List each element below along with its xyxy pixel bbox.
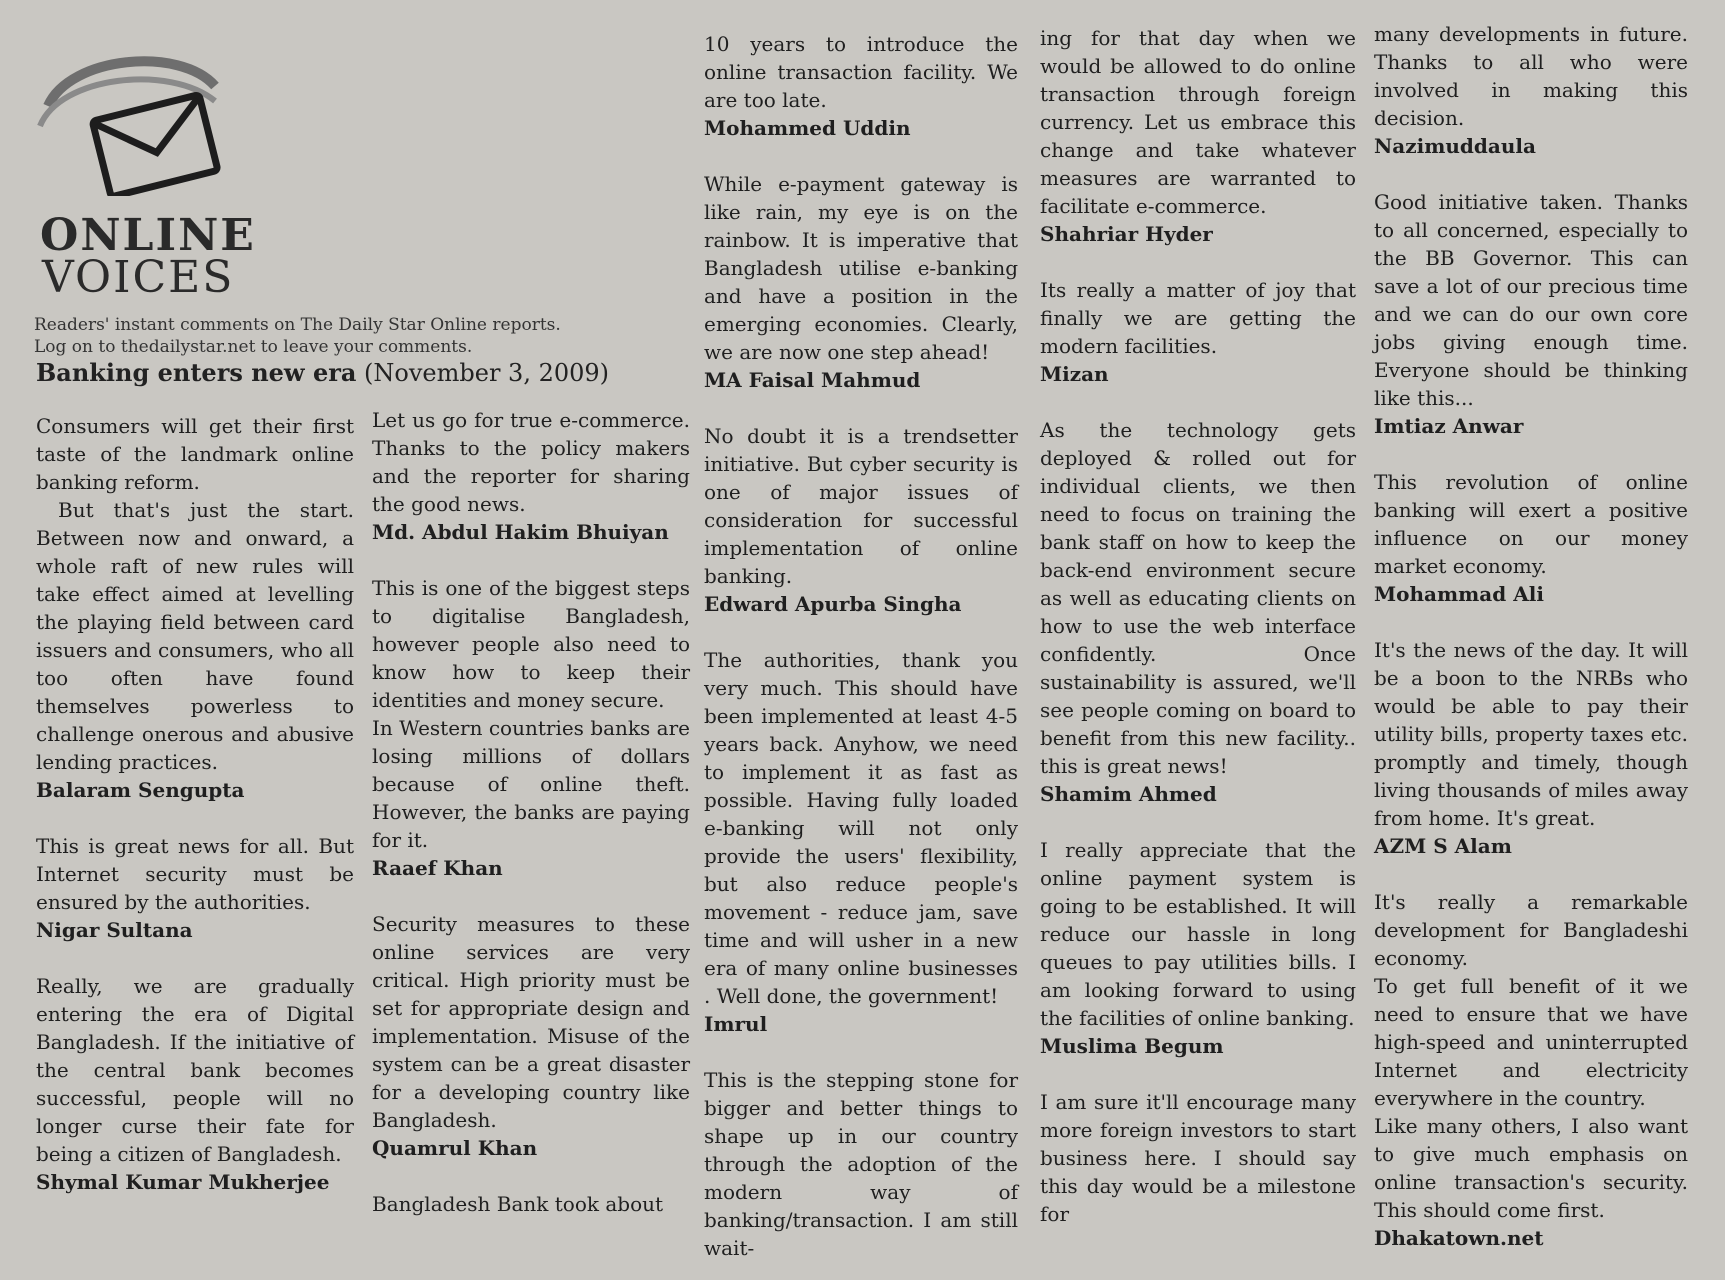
- column-1: [36, 412, 354, 1224]
- comment-author: Nazimuddaula: [1374, 134, 1536, 158]
- comment-text: In Western countries banks are losing millions of dollars because of online theft. However, the banks are paying for it.: [372, 716, 690, 852]
- comment-text: To get full benefit of it we need to ensure that we have high-speed and uninterrupted Internet and electricity everywhere in the country.: [1374, 974, 1688, 1110]
- comment-text: No doubt it is a trendsetter initiative. But cyber security is one of major issues of consideration for successful implementation of online banking.: [704, 424, 1018, 588]
- comment-text: Its really a matter of joy that finally we are getting the modern facilities.: [1040, 278, 1356, 358]
- comment-author: Quamrul Khan: [372, 1136, 538, 1160]
- comment-author: Raaef Khan: [372, 856, 503, 880]
- article-headline: [36, 358, 609, 387]
- intro-line: Readers' instant comments on The Daily Star Online reports.: [34, 315, 561, 335]
- comment-text: This is one of the biggest steps to digitalise Bangladesh, however people also need to know how to keep their identities and money secure.: [372, 576, 690, 712]
- comment-text: It's the news of the day. It will be a boon to the NRBs who would be able to pay their utility bills, property taxes etc. promptly and timely, though living thousands of miles away from home. It's great.: [1374, 638, 1688, 830]
- article-date: (November 3, 2009): [364, 359, 610, 387]
- brand-title-line1: ONLINE: [40, 210, 256, 261]
- comment-text: I am sure it'll encourage many more foreign investors to start business here. I should say this day would be a milestone for: [1040, 1090, 1356, 1226]
- comment-text: This is great news for all. But Internet security must be ensured by the authorities.: [36, 834, 354, 914]
- comment-author: Imtiaz Anwar: [1374, 414, 1524, 438]
- comment-text: The authorities, thank you very much. This should have been implemented at least 4-5 years back. Anyhow, we need to implement it as fast as possible. Having fully loaded e-banking will not only provide the users' flexibility, but also reduce people's movement - reduce jam, save time and will usher in a new era of many online businesses . Well done, the government!: [704, 648, 1018, 1008]
- column-5: [1374, 20, 1688, 1280]
- comment-text: It's really a remarkable development for Bangladeshi economy.: [1374, 890, 1688, 970]
- comment-author: Mohammad Ali: [1374, 582, 1544, 606]
- comment-author: Nigar Sultana: [36, 918, 193, 942]
- comment-text: Bangladesh Bank took about: [372, 1192, 664, 1216]
- comment-text: ing for that day when we would be allowed to do online transaction through foreign currency. Let us embrace this change and take whatever measures are warranted to facilitate e-commerce.: [1040, 26, 1356, 218]
- comment-author: Mizan: [1040, 362, 1109, 386]
- envelope-logo-icon: [30, 46, 230, 196]
- column-4: [1040, 24, 1356, 1228]
- comment-text: Really, we are gradually entering the era of Digital Bangladesh. If the initiative of the central bank becomes successful, people will no longer curse their fate for being a citizen of Bangladesh.: [36, 974, 354, 1166]
- comment-text: This is the stepping stone for bigger and better things to shape up in our country through the adoption of the modern way of banking/transaction. I am still wait-: [704, 1068, 1018, 1260]
- column-3: [704, 30, 1018, 1262]
- comment-text: While e-payment gateway is like rain, my eye is on the rainbow. It is imperative that Bangladesh utilise e-banking and have a position in the emerging economies. Clearly, we are now one step ahead!: [704, 172, 1018, 364]
- comment-text: Let us go for true e-commerce. Thanks to the policy makers and the reporter for sharing the good news.: [372, 408, 690, 516]
- comment-author: Muslima Begum: [1040, 1034, 1224, 1058]
- comment-author: Dhakatown.net: [1374, 1226, 1544, 1250]
- comment-text: This revolution of online banking will exert a positive influence on our money market economy.: [1374, 470, 1688, 578]
- comment-author: Mohammed Uddin: [704, 116, 911, 140]
- comment-text: Consumers will get their first taste of the landmark online banking reform.: [36, 414, 354, 494]
- comment-text: many developments in future. Thanks to all who were involved in making this decision.: [1374, 22, 1688, 130]
- comment-text: As the technology gets deployed & rolled out for individual clients, we then need to focus on training the bank staff on how to keep the back-end environment secure as well as educating clients on how to use the web interface confidently. Once sustainability is assured, we'll see people coming on board to benefit from this new facility.. this is great news!: [1040, 418, 1356, 778]
- comment-text: I really appreciate that the online payment system is going to be established. It will reduce our hassle in long queues to pay utilities bills. I am looking forward to using the facilities of online banking.: [1040, 838, 1356, 1030]
- comment-text: 10 years to introduce the online transaction facility. We are too late.: [704, 32, 1018, 112]
- comment-author: Imrul: [704, 1012, 768, 1036]
- brand-title-line2: VOICES: [42, 252, 235, 303]
- comment-text: Good initiative taken. Thanks to all concerned, especially to the BB Governor. This can save a lot of our precious time and we can do our own core jobs giving enough time. Everyone should be thinking like this...: [1374, 190, 1688, 410]
- comment-author: MA Faisal Mahmud: [704, 368, 921, 392]
- masthead: [30, 38, 680, 357]
- intro-line: Log on to thedailystar.net to leave your comments.: [34, 337, 473, 357]
- comment-author: Shahriar Hyder: [1040, 222, 1213, 246]
- comment-author: Shamim Ahmed: [1040, 782, 1217, 806]
- comment-author: Md. Abdul Hakim Bhuiyan: [372, 520, 669, 544]
- comment-author: AZM S Alam: [1374, 834, 1512, 858]
- comment-text: Security measures to these online services are very critical. High priority must be set for appropriate design and implementation. Misuse of the system can be a great disaster for a developing country like Bangladesh.: [372, 912, 690, 1132]
- comment-author: Edward Apurba Singha: [704, 592, 962, 616]
- intro-text: [34, 314, 561, 358]
- comment-text: But that's just the start. Between now and onward, a whole raft of new rules will take effect aimed at levelling the playing field between card issuers and consumers, who all too often have found themselves powerless to challenge onerous and abusive lending practices.: [36, 498, 354, 774]
- comment-author: Balaram Sengupta: [36, 778, 245, 802]
- comment-text: Like many others, I also want to give much emphasis on online transaction's security. This should come first.: [1374, 1114, 1688, 1222]
- article-title: Banking enters new era: [36, 358, 357, 387]
- column-2: [372, 406, 690, 1218]
- comment-author: Shymal Kumar Mukherjee: [36, 1170, 330, 1194]
